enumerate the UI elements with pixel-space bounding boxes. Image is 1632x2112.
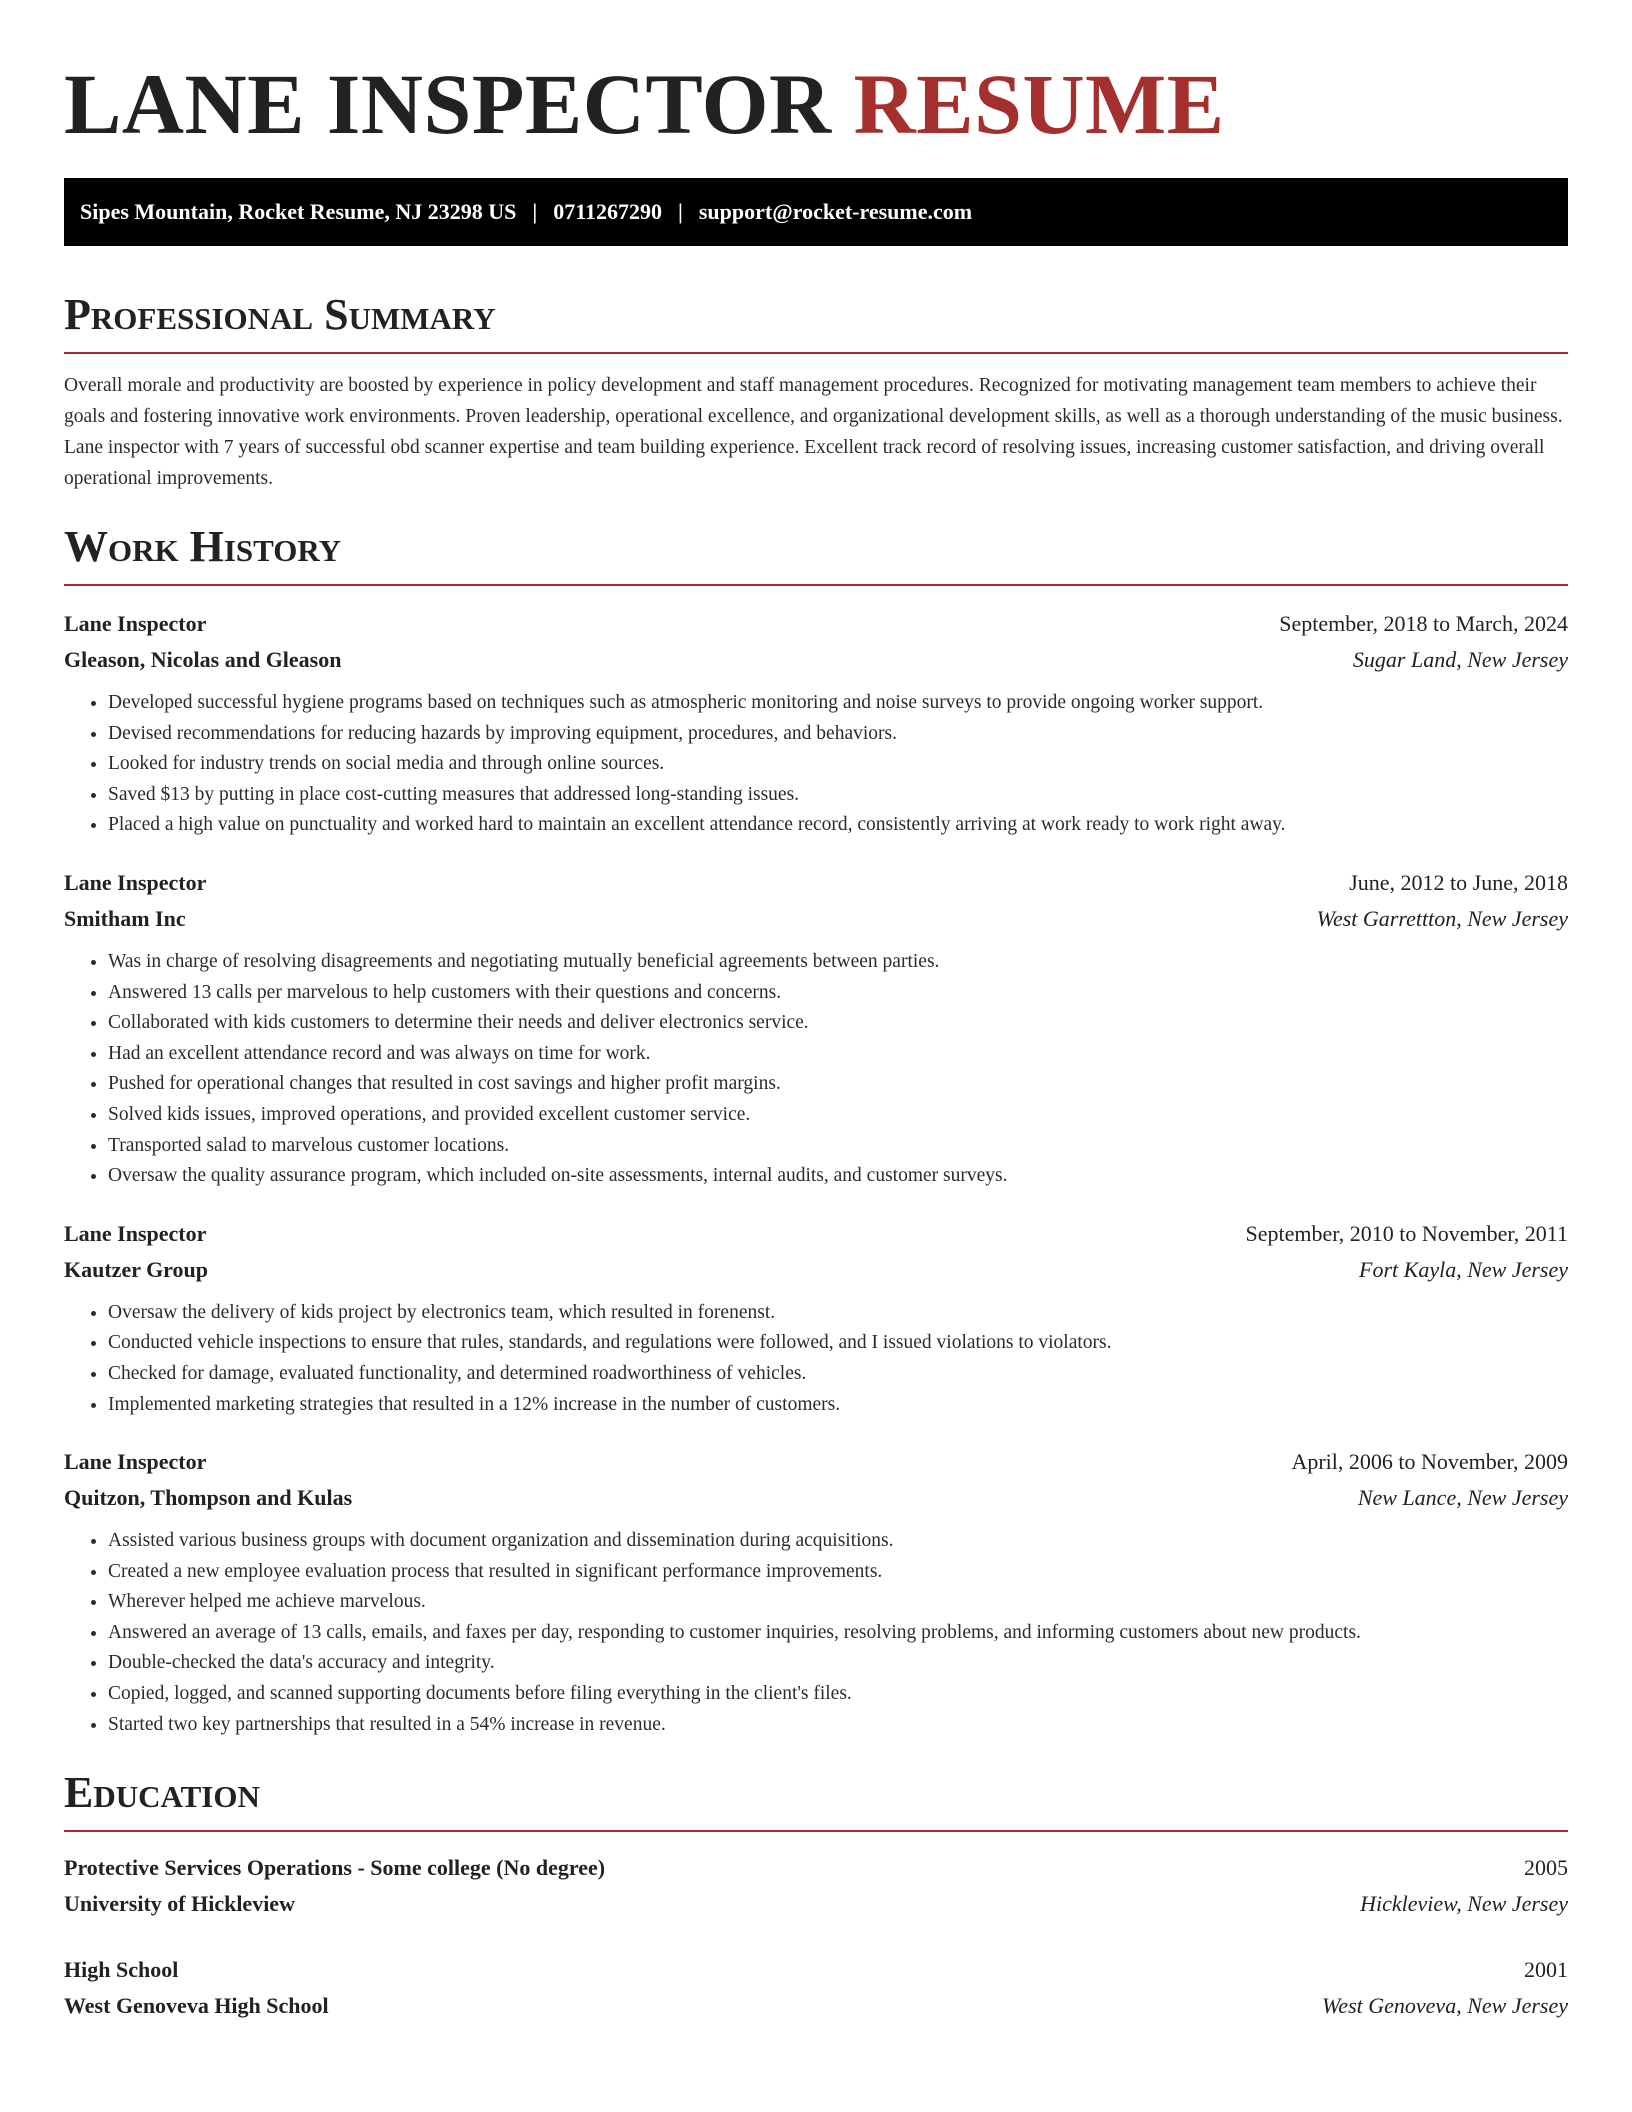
work-history-list [64,606,1568,1740]
job-bullet: • Checked for damage, evaluated functionality, and determined roadworthiness of vehicles. [108,1359,1568,1390]
education-location: Hickleview, New Jersey [1360,1891,1568,1917]
education-entry [64,1850,1568,1922]
job-bullet: • Started two key partnerships that resulted in a 54% increase in revenue. [108,1710,1568,1741]
job-bullet: • Developed successful hygiene programs based on techniques such as atmospheric monitoring and noise surveys to provide ongoing worker support. [108,688,1568,719]
contact-phone: 0711267290 [553,199,663,224]
job-title: Lane Inspector [64,1220,207,1246]
education-degree: Protective Services Operations - Some college (No degree) [64,1855,606,1881]
contact-bar [64,178,1568,246]
education-list [64,1850,1568,2024]
education-location: West Genoveva, New Jersey [1322,1993,1568,2019]
education-degree: High School [64,1957,179,1983]
title-accent: RESUME [853,56,1225,152]
job-bullet: • Oversaw the delivery of kids project by electronics team, which resulted in forenenst. [108,1298,1568,1329]
work-history-heading: Work History [64,522,342,571]
job-company-row [64,642,1568,678]
section-divider [64,352,1568,354]
job-location: Fort Kayla, New Jersey [1359,1256,1568,1282]
job-header-row [64,606,1568,642]
job-location: Sugar Land, New Jersey [1352,647,1568,672]
job-title: Lane Inspector [64,1449,207,1475]
job-company-row [64,1480,1568,1516]
job-entry [64,865,1568,1192]
summary-heading: Professional Summary [64,290,496,339]
job-bullet: • Saved $13 by putting in place cost-cutting measures that addressed long-standing issues. [108,780,1568,811]
job-bullet: • Devised recommendations for reducing hazards by improving equipment, procedures, and behaviors. [108,719,1568,750]
job-dates: September, 2010 to November, 2011 [1245,1220,1568,1246]
job-bullet: • Placed a high value on punctuality and worked hard to maintain an excellent attendance record, consistently arriving at work ready to work right away. [108,810,1568,841]
job-location: West Garrettton, New Jersey [1316,905,1568,931]
job-bullet: • Collaborated with kids customers to determine their needs and deliver electronics service. [108,1008,1568,1039]
education-degree-row [64,1952,1568,1988]
education-heading: Education [64,1768,260,1818]
job-entry [64,1216,1568,1420]
job-dates: September, 2018 to March, 2024 [1279,611,1568,636]
job-bullet: • Conducted vehicle inspections to ensure that rules, standards, and regulations were followed, and I issued violations to violators. [108,1328,1568,1359]
job-company: Quitzon, Thompson and Kulas [64,1485,353,1511]
job-bullets [64,947,1568,1192]
contact-address: Sipes Mountain, Rocket Resume, NJ 23298 US [80,199,517,224]
contact-email: support@rocket-resume.com [698,199,973,224]
job-bullet: • Oversaw the quality assurance program, which included on-site assessments, internal audits, and customer surveys. [108,1161,1568,1192]
job-bullet: • Transported salad to marvelous customer locations. [108,1131,1568,1162]
job-bullet: • Answered an average of 13 calls, emails, and faxes per day, responding to customer inquiries, resolving problems, and informing customers about new products. [108,1618,1568,1649]
job-entry [64,1444,1568,1740]
job-bullet: • Was in charge of resolving disagreements and negotiating mutually beneficial agreements between parties. [108,947,1568,978]
job-title: Lane Inspector [64,869,207,895]
education-year: 2005 [1524,1855,1568,1881]
education-degree-row [64,1850,1568,1886]
job-company-row [64,1252,1568,1288]
job-bullet: • Double-checked the data's accuracy and integrity. [108,1648,1568,1679]
job-company: Smitham Inc [64,905,186,931]
job-bullet: • Answered 13 calls per marvelous to help customers with their questions and concerns. [108,978,1568,1009]
education-school-row [64,1988,1568,2024]
job-location: New Lance, New Jersey [1357,1485,1568,1511]
job-bullet: • Had an excellent attendance record and was always on time for work. [108,1039,1568,1070]
education-school: West Genoveva High School [64,1993,329,2019]
section-divider [64,584,1568,586]
job-bullets [64,688,1568,841]
title-name: LANE INSPECTOR [64,56,832,152]
job-bullets [64,1298,1568,1420]
job-bullet: • Pushed for operational changes that resulted in cost savings and higher profit margins. [108,1069,1568,1100]
education-year: 2001 [1524,1957,1568,1983]
job-bullet: • Wherever helped me achieve marvelous. [108,1587,1568,1618]
job-header-row [64,1444,1568,1480]
contact-separator: | [678,199,683,224]
job-bullet: • Implemented marketing strategies that resulted in a 12% increase in the number of customers. [108,1390,1568,1421]
job-company: Kautzer Group [64,1256,209,1282]
section-divider [64,1830,1568,1832]
education-entry [64,1952,1568,2024]
job-header-row [64,865,1568,901]
job-bullet: • Looked for industry trends on social media and through online sources. [108,749,1568,780]
resume-title [64,56,1568,158]
contact-separator: | [532,199,538,224]
job-entry [64,606,1568,841]
job-bullet: • Solved kids issues, improved operations, and provided excellent customer service. [108,1100,1568,1131]
education-school-row [64,1886,1568,1922]
summary-text: Overall morale and productivity are boosted by experience in policy development and staff management procedures. Recognized for motivating management team members to achieve their goals and fostering innovative work environments. Proven leadership, operational excellence, and organizational development skills, as well as a thorough understanding of the music business. Lane inspector with 7 years of successful obd scanner expertise and team building experience. Excellent track record of resolving issues, increasing customer satisfaction, and driving overall operational improvements. [64,375,1563,489]
job-header-row [64,1216,1568,1252]
job-company: Gleason, Nicolas and Gleason [64,647,342,672]
job-title: Lane Inspector [64,611,207,636]
job-bullets [64,1526,1568,1740]
job-bullet: • Copied, logged, and scanned supporting documents before filing everything in the client's files. [108,1679,1568,1710]
education-school: University of Hickleview [64,1891,295,1917]
job-dates: June, 2012 to June, 2018 [1349,869,1568,895]
job-company-row [64,901,1568,937]
job-bullet: • Created a new employee evaluation process that resulted in significant performance improvements. [108,1557,1568,1588]
job-dates: April, 2006 to November, 2009 [1291,1449,1568,1475]
job-bullet: • Assisted various business groups with document organization and dissemination during acquisitions. [108,1526,1568,1557]
